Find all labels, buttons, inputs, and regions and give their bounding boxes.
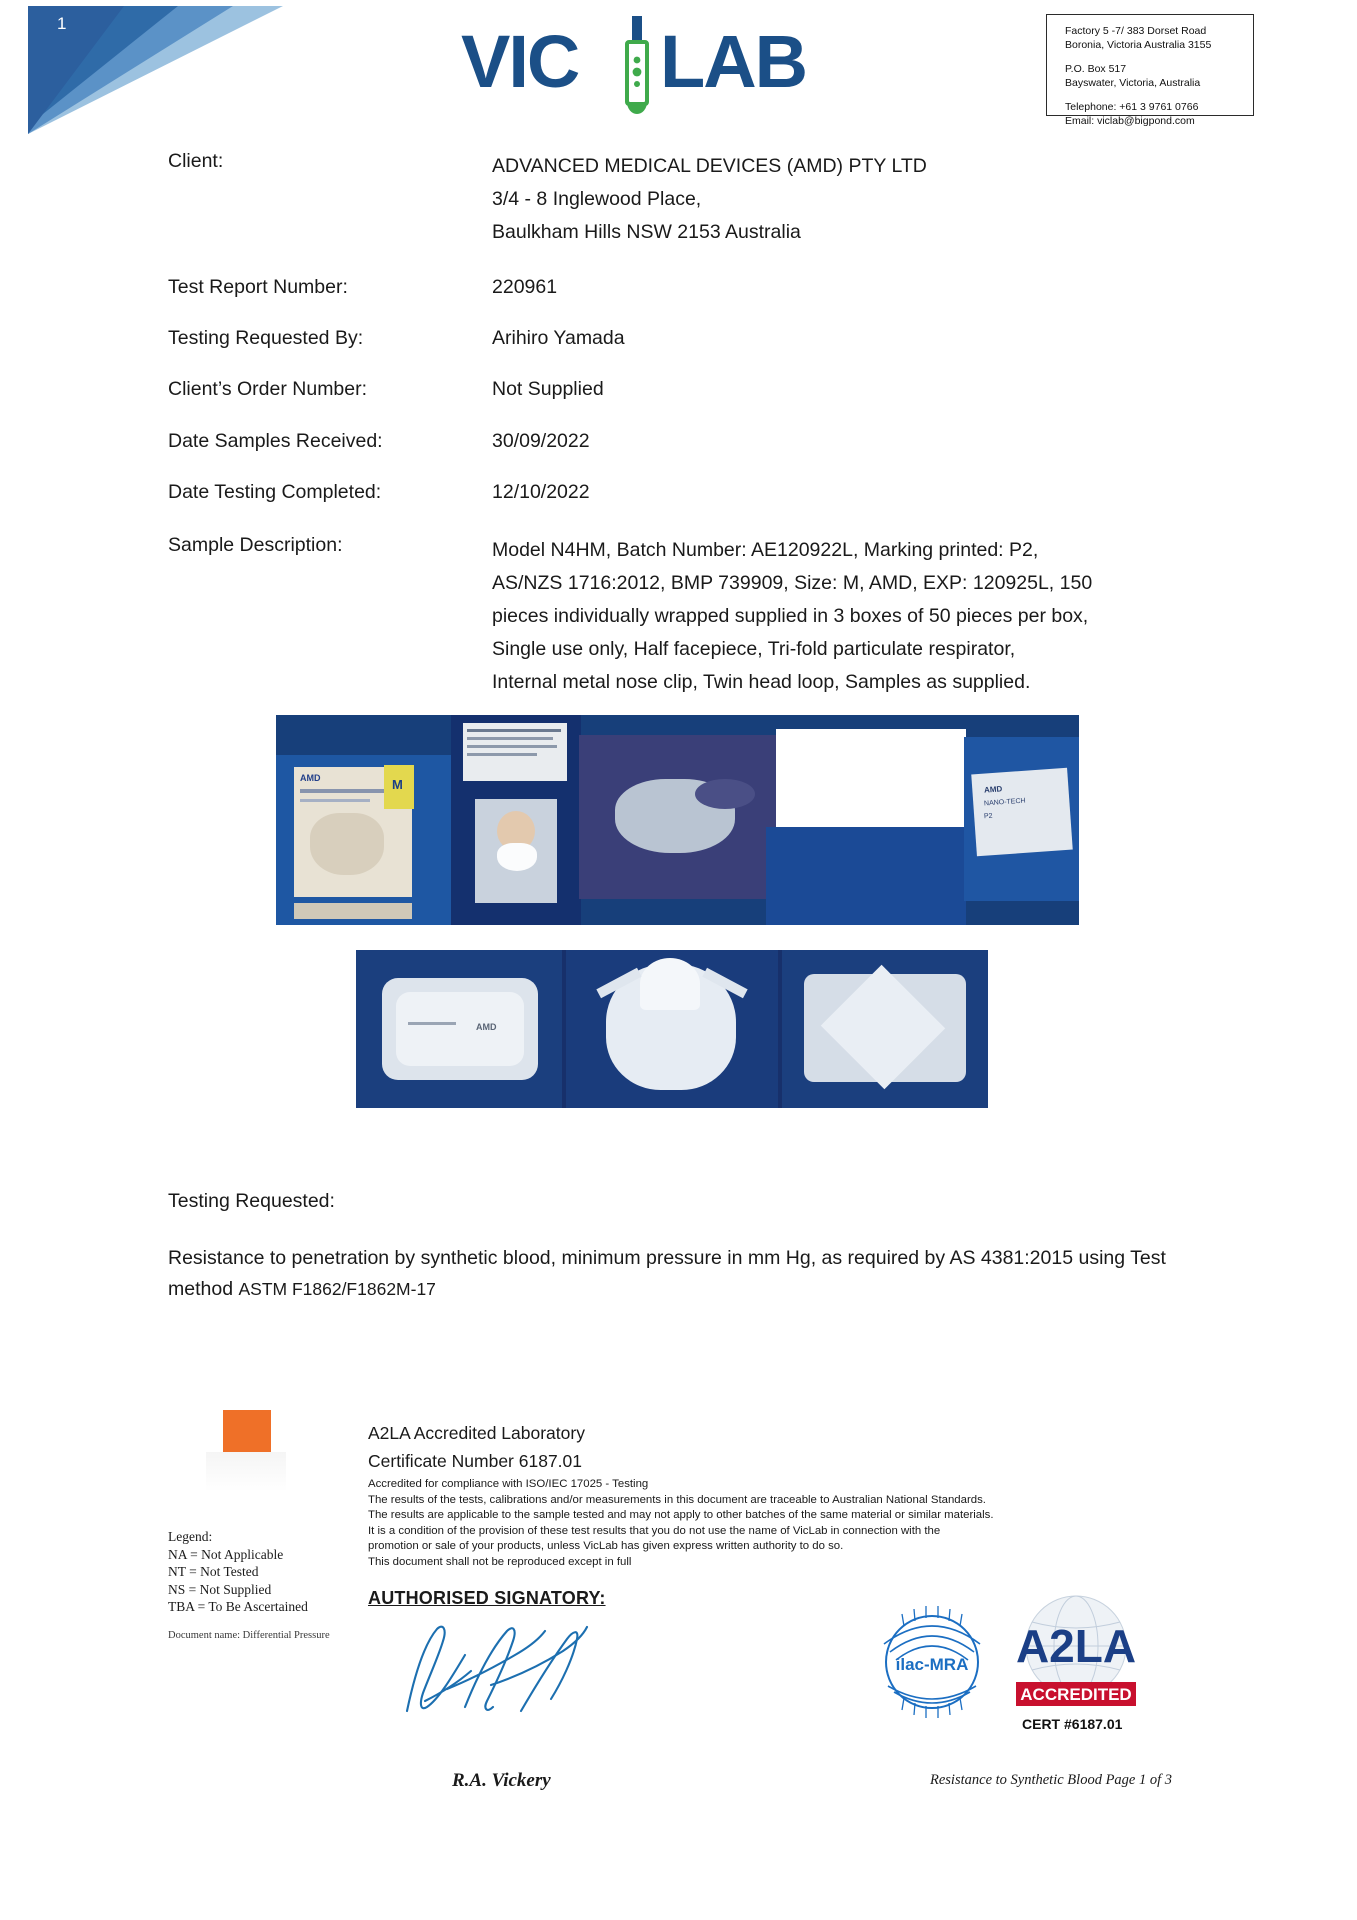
page-footnote: Resistance to Synthetic Blood Page 1 of 3 bbox=[930, 1772, 1173, 1788]
sample-description-line-3: Single use only, Half facepiece, Tri-fold particulate respirator, bbox=[492, 638, 1016, 660]
photo-mask-inside bbox=[782, 950, 988, 1108]
client-label: Client: bbox=[168, 150, 224, 172]
address-email: Email: viclab@bigpond.com bbox=[1065, 115, 1195, 127]
legal-line-3: It is a condition of the provision of these test results that you do not use the name of VicLab in connection with the bbox=[368, 1524, 941, 1537]
accreditation-line-1: A2LA Accredited Laboratory bbox=[368, 1423, 585, 1443]
logo-text-vic: VIC bbox=[461, 20, 579, 103]
photo-white-area bbox=[776, 729, 966, 833]
sample-description-line-0: Model N4HM, Batch Number: AE120922L, Marking printed: P2, bbox=[492, 539, 1039, 561]
page-corner-number: 1 bbox=[57, 14, 67, 33]
date-samples-received-label: Date Samples Received: bbox=[168, 430, 383, 452]
photo-mask-profile bbox=[579, 735, 779, 899]
client-value bbox=[492, 150, 927, 249]
date-testing-completed-value: 12/10/2022 bbox=[492, 481, 590, 503]
legend-title: Legend: bbox=[168, 1529, 213, 1544]
test-report-number-value: 220961 bbox=[492, 276, 558, 298]
sample-description-line-1: AS/NZS 1716:2012, BMP 739909, Size: M, AMD, EXP: 120925L, 150 bbox=[492, 572, 1093, 594]
certificate-number-footer: CERT #6187.01 bbox=[1022, 1716, 1123, 1732]
testing-requested-body-part1: Resistance to penetration by synthetic blood, minimum pressure in mm Hg, as required by AS 4381:2015 using Test method bbox=[168, 1247, 1166, 1300]
testing-requested-by-label: Testing Requested By: bbox=[168, 327, 364, 349]
accreditation-line-2: Certificate Number 6187.01 bbox=[368, 1451, 582, 1471]
legal-line-2: The results are applicable to the sample tested and may not apply to other batches of the same material or similar materials. bbox=[368, 1509, 994, 1521]
address-line-3: P.O. Box 517 bbox=[1065, 63, 1127, 75]
accreditation-heading bbox=[368, 1419, 585, 1475]
logo-text-lab: LAB bbox=[660, 20, 807, 103]
date-testing-completed-label: Date Testing Completed: bbox=[168, 481, 382, 503]
legend-item-1: NT = Not Tested bbox=[168, 1564, 259, 1579]
legend-item-0: NA = Not Applicable bbox=[168, 1546, 284, 1562]
test-tube-icon bbox=[620, 16, 654, 120]
test-report-number-label: Test Report Number: bbox=[168, 276, 348, 298]
signatory-name: R.A. Vickery bbox=[452, 1770, 551, 1791]
accredited-banner-text: ACCREDITED bbox=[1020, 1685, 1132, 1704]
address-line-2: Boronia, Victoria Australia 3155 bbox=[1065, 39, 1212, 51]
handwritten-signature bbox=[395, 1615, 595, 1725]
photo-mask-open bbox=[566, 950, 778, 1108]
sample-description-line-2: pieces individually wrapped supplied in 3 boxes of 50 pieces per box, bbox=[492, 605, 1089, 627]
client-line-2: Baulkham Hills NSW 2153 Australia bbox=[492, 221, 801, 243]
viclab-logo bbox=[455, 14, 875, 114]
address-line-4: Bayswater, Victoria, Australia bbox=[1065, 77, 1201, 89]
sample-photo-strip-mask-views bbox=[356, 950, 988, 1108]
ilac-mra-seal-icon bbox=[862, 1600, 1002, 1720]
legend-block bbox=[168, 1528, 308, 1616]
accreditation-legal-text bbox=[368, 1477, 1088, 1570]
sample-description-label: Sample Description: bbox=[168, 534, 343, 556]
address-line-1: Factory 5 -7/ 383 Dorset Road bbox=[1065, 25, 1207, 37]
lab-address-box bbox=[1046, 14, 1254, 127]
testing-requested-by-value: Arihiro Yamada bbox=[492, 327, 625, 349]
photo-package-insert bbox=[451, 715, 581, 925]
testing-requested-title: Testing Requested: bbox=[168, 1190, 335, 1212]
client-order-number-label: Client’s Order Number: bbox=[168, 378, 368, 400]
client-line-1: 3/4 - 8 Inglewood Place, bbox=[492, 188, 702, 210]
legend-item-2: NS = Not Supplied bbox=[168, 1581, 272, 1597]
photo-blue-area bbox=[766, 827, 966, 925]
footer-orange-mark-icon bbox=[223, 1410, 271, 1452]
legal-line-5: This document shall not be reproduced except in full bbox=[368, 1555, 632, 1568]
ilac-mra-text: ilac-MRA bbox=[895, 1655, 969, 1674]
client-line-0: ADVANCED MEDICAL DEVICES (AMD) PTY LTD bbox=[492, 155, 927, 177]
photo-mask-folded: AMD bbox=[356, 950, 562, 1108]
document-name-label: Document name: Differential Pressure bbox=[168, 1630, 330, 1641]
client-order-number-value: Not Supplied bbox=[492, 378, 604, 400]
sample-description-line-4: Internal metal nose clip, Twin head loop, Samples as supplied. bbox=[492, 671, 1031, 693]
photo-wrapped-sample: AMD NANO-TECH P2 bbox=[964, 737, 1079, 901]
a2la-accredited-seal-icon bbox=[1002, 1590, 1150, 1725]
a2la-mark-text: A2LA bbox=[1015, 1620, 1137, 1672]
legal-line-0: Accredited for compliance with ISO/IEC 17025 - Testing bbox=[368, 1478, 649, 1490]
authorised-signatory-label: AUTHORISED SIGNATORY: bbox=[368, 1588, 606, 1608]
legal-line-1: The results of the tests, calibrations and/or measurements in this document are traceable to Australian National Standards. bbox=[368, 1493, 986, 1506]
sample-photo-strip-packaging bbox=[276, 715, 1079, 925]
photo-package-front: AMD M bbox=[276, 755, 488, 925]
testing-requested-body bbox=[168, 1243, 1168, 1305]
address-phone: Telephone: +61 3 9761 0766 bbox=[1065, 101, 1199, 113]
legal-line-4: promotion or sale of your products, unless VicLab has given express written authority to do so. bbox=[368, 1540, 844, 1552]
testing-requested-method: ASTM F1862/F1862M-17 bbox=[238, 1279, 436, 1299]
footer-logo-fade bbox=[206, 1452, 286, 1492]
sample-description-value bbox=[492, 534, 1092, 699]
legend-item-3: TBA = To Be Ascertained bbox=[168, 1599, 308, 1614]
date-samples-received-value: 30/09/2022 bbox=[492, 430, 590, 452]
